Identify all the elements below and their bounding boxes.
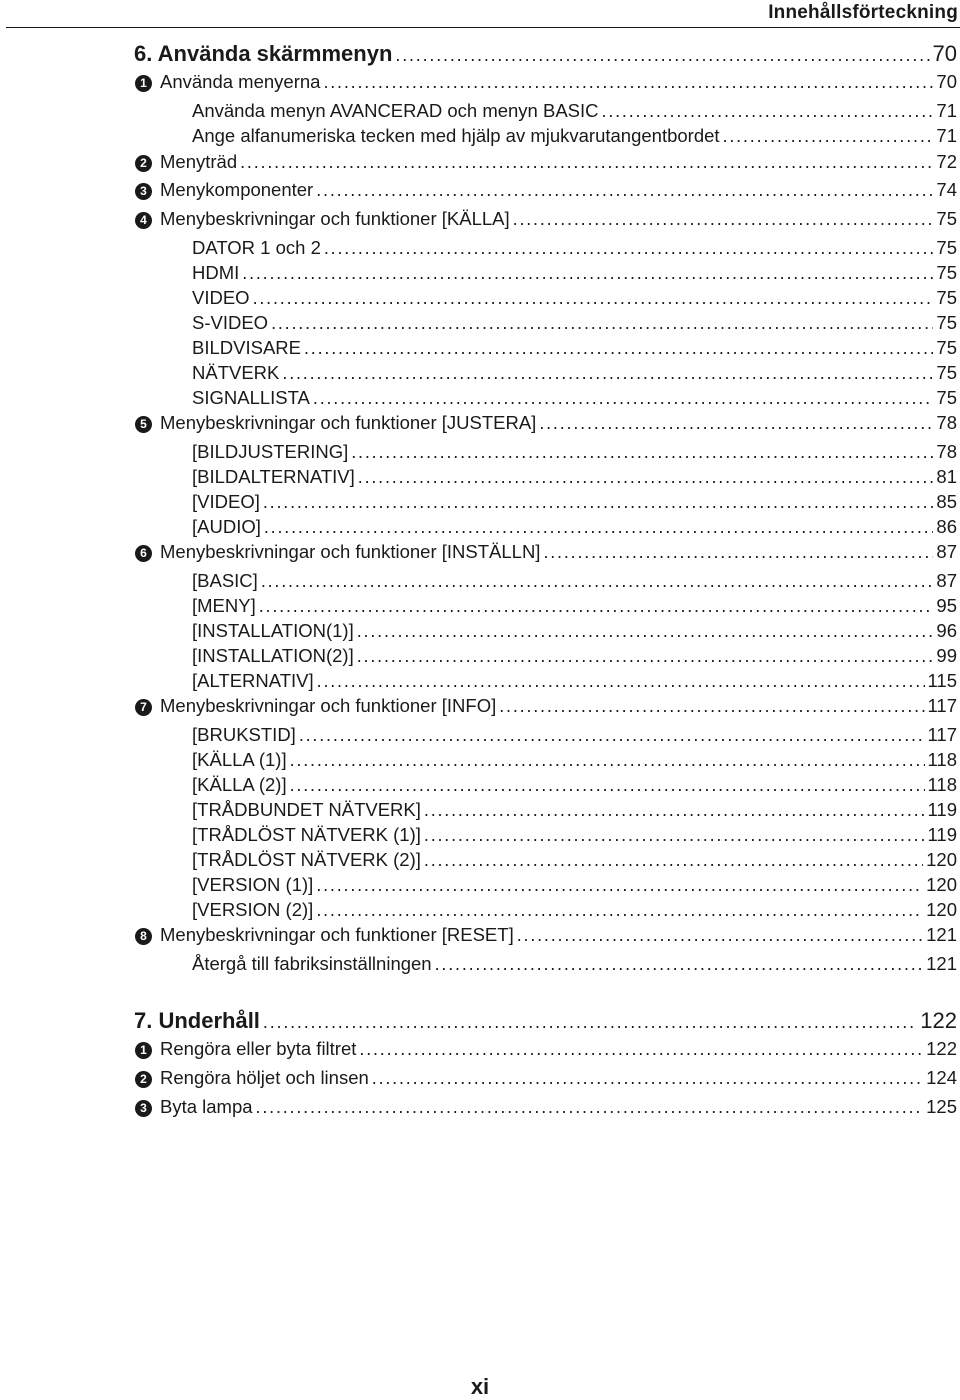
toc-dot-leader xyxy=(256,1095,924,1119)
toc-entry-page: 87 xyxy=(936,541,957,562)
toc-dot-leader xyxy=(316,873,923,897)
toc-entry[interactable] xyxy=(192,440,957,464)
toc-entry-page: 120 xyxy=(926,874,957,895)
toc-dot-leader xyxy=(424,848,923,872)
toc-entry[interactable] xyxy=(192,569,957,593)
toc-entry-page: 119 xyxy=(927,824,957,845)
toc-entry[interactable] xyxy=(192,515,957,539)
toc-entry[interactable] xyxy=(192,361,957,385)
toc-entry-label: S-VIDEO xyxy=(192,312,269,333)
toc-entry-label: HDMI xyxy=(192,262,240,283)
toc-entry-page: 121 xyxy=(926,953,957,974)
toc-entry[interactable] xyxy=(160,1095,957,1119)
toc-entry[interactable] xyxy=(134,1007,957,1036)
toc-entry-label: [TRÅDLÖST NÄTVERK (2)] xyxy=(192,849,421,870)
toc-entry-page: 75 xyxy=(936,387,957,408)
section-number-badge: 2 xyxy=(135,155,152,172)
toc-dot-leader xyxy=(290,773,925,797)
toc-entry-page: 81 xyxy=(936,466,957,487)
toc-entry-page: 95 xyxy=(936,595,957,616)
toc-entry-label: Menybeskrivningar och funktioner [JUSTERA] xyxy=(160,412,537,433)
toc-entry-label: [TRÅDLÖST NÄTVERK (1)] xyxy=(192,824,421,845)
toc-entry-page: 86 xyxy=(936,516,957,537)
toc-dot-leader xyxy=(264,515,934,539)
toc-entry-label: Menybeskrivningar och funktioner [RESET] xyxy=(160,924,514,945)
toc-dot-leader xyxy=(424,798,925,822)
toc-dot-leader xyxy=(543,540,933,564)
toc-entry-label: DATOR 1 och 2 xyxy=(192,237,321,258)
toc-entry-page: 99 xyxy=(936,645,957,666)
toc-entry-page: 71 xyxy=(936,100,957,121)
toc-entry-label: [AUDIO] xyxy=(192,516,261,537)
toc-entry-label: Använda menyerna xyxy=(160,71,321,92)
toc-entry-label: [BILDALTERNATIV] xyxy=(192,466,355,487)
toc-dot-leader xyxy=(357,619,934,643)
section-number-badge: 1 xyxy=(135,1042,152,1059)
toc-dot-leader xyxy=(253,286,934,310)
toc-dot-leader xyxy=(261,569,934,593)
toc-entry-page: 85 xyxy=(936,491,957,512)
toc-entry[interactable] xyxy=(192,748,957,772)
toc-entry[interactable] xyxy=(192,723,957,747)
toc-entry-page: 118 xyxy=(927,774,957,795)
toc-entry[interactable] xyxy=(192,490,957,514)
toc-dot-leader xyxy=(323,70,933,94)
toc-dot-leader xyxy=(372,1066,923,1090)
toc-entry[interactable] xyxy=(134,40,957,69)
page-header xyxy=(0,0,960,34)
toc-entry-label: Byta lampa xyxy=(160,1096,253,1117)
toc-dot-leader xyxy=(424,823,925,847)
toc-entry[interactable] xyxy=(192,594,957,618)
toc-entry-page: 117 xyxy=(927,695,957,716)
toc-entry-page: 75 xyxy=(936,237,957,258)
toc-entry[interactable] xyxy=(160,1066,957,1090)
toc-dot-leader xyxy=(357,644,934,668)
toc-entry-label: VIDEO xyxy=(192,287,250,308)
toc-entry[interactable] xyxy=(160,1037,957,1061)
toc-entry[interactable] xyxy=(192,773,957,797)
toc-entry-label: [BILDJUSTERING] xyxy=(192,441,349,462)
toc-entry-label: Rengöra höljet och linsen xyxy=(160,1067,369,1088)
toc-dot-leader xyxy=(539,411,933,435)
toc-entry[interactable] xyxy=(192,823,957,847)
toc-entry[interactable] xyxy=(160,540,957,564)
toc-entry-page: 120 xyxy=(926,899,957,920)
toc-entry-page: 78 xyxy=(936,441,957,462)
toc-entry[interactable] xyxy=(192,124,957,148)
toc-dot-leader xyxy=(395,41,929,69)
toc-entry-page: 125 xyxy=(926,1096,957,1117)
section-number-badge: 7 xyxy=(135,699,152,716)
toc-dot-leader xyxy=(358,465,934,489)
toc-dot-leader xyxy=(351,440,933,464)
page-number: xi xyxy=(470,1374,490,1399)
toc-entry[interactable] xyxy=(192,336,957,360)
section-number-badge: 3 xyxy=(135,183,152,200)
toc-entry-page: 75 xyxy=(936,262,957,283)
toc-entry[interactable] xyxy=(192,669,957,693)
section-number-badge: 5 xyxy=(135,416,152,433)
toc-entry-label: [KÄLLA (2)] xyxy=(192,774,287,795)
toc-dot-leader xyxy=(316,898,923,922)
toc-entry-label: Ange alfanumeriska tecken med hjälp av mjukvarutangentbordet xyxy=(192,125,720,146)
toc-entry-label: [BASIC] xyxy=(192,570,258,591)
toc-entry-page: 122 xyxy=(926,1038,957,1059)
toc-entry-label: Rengöra eller byta filtret xyxy=(160,1038,357,1059)
section-number-badge: 1 xyxy=(135,75,152,92)
toc-entry-page: 120 xyxy=(926,849,957,870)
toc-entry-label: 7. Underhåll xyxy=(134,1008,260,1033)
toc-entry-page: 75 xyxy=(936,337,957,358)
toc-entry[interactable] xyxy=(192,311,957,335)
toc-entry-page: 119 xyxy=(927,799,957,820)
toc-dot-leader xyxy=(240,150,933,174)
toc-entry-label: [MENY] xyxy=(192,595,256,616)
header-rule xyxy=(6,27,960,28)
toc-entry[interactable] xyxy=(192,261,957,285)
toc-dot-leader xyxy=(271,311,933,335)
toc-entry-label: [TRÅDBUNDET NÄTVERK] xyxy=(192,799,421,820)
toc-entry-label: [INSTALLATION(1)] xyxy=(192,620,354,641)
toc-entry-page: 74 xyxy=(936,179,957,200)
toc-dot-leader xyxy=(242,261,933,285)
toc-entry[interactable] xyxy=(160,70,957,94)
toc-entry[interactable] xyxy=(160,923,957,947)
toc-dot-leader xyxy=(602,99,934,123)
section-number-badge: 8 xyxy=(135,928,152,945)
toc-entry-page: 78 xyxy=(936,412,957,433)
toc-entry-label: SIGNALLISTA xyxy=(192,387,310,408)
toc-entry[interactable] xyxy=(160,207,957,231)
toc-entry-page: 96 xyxy=(936,620,957,641)
toc-dot-leader xyxy=(499,694,924,718)
toc-entry-page: 121 xyxy=(926,924,957,945)
toc-dot-leader xyxy=(723,124,934,148)
toc-entry[interactable] xyxy=(192,848,957,872)
toc-entry-label: [VERSION (2)] xyxy=(192,899,314,920)
toc-entry-label: 6. Använda skärmmenyn xyxy=(134,41,393,66)
toc-dot-leader xyxy=(263,1008,917,1036)
toc-entry[interactable] xyxy=(192,898,957,922)
toc-entry[interactable] xyxy=(192,99,957,123)
toc-entry-page: 71 xyxy=(936,125,957,146)
toc-dot-leader xyxy=(435,952,924,976)
toc-entry-label: [VIDEO] xyxy=(192,491,260,512)
section-number-badge: 3 xyxy=(135,1100,152,1117)
toc-entry[interactable] xyxy=(192,465,957,489)
section-number-badge: 6 xyxy=(135,545,152,562)
toc-entry-label: Menybeskrivningar och funktioner [INSTÄLLN] xyxy=(160,541,541,562)
toc-entry-label: [VERSION (1)] xyxy=(192,874,314,895)
toc-entry-label: Menykomponenter xyxy=(160,179,314,200)
toc-entry-page: 122 xyxy=(920,1008,957,1033)
toc-entry[interactable] xyxy=(160,411,957,435)
toc-dot-leader xyxy=(317,669,925,693)
header-title: Innehållsförteckning xyxy=(768,2,958,23)
toc-entry-page: 87 xyxy=(936,570,957,591)
toc-dot-leader xyxy=(517,923,923,947)
toc-dot-leader xyxy=(316,178,933,202)
toc-dot-leader xyxy=(324,236,934,260)
toc-entry-label: Återgå till fabriksinställningen xyxy=(192,953,432,974)
toc-entry[interactable] xyxy=(192,286,957,310)
toc-entry-page: 75 xyxy=(936,287,957,308)
toc-entry-page: 124 xyxy=(926,1067,957,1088)
toc-entry[interactable] xyxy=(192,619,957,643)
toc-entry-page: 118 xyxy=(927,749,957,770)
toc-entry-page: 70 xyxy=(936,71,957,92)
toc-entry-page: 72 xyxy=(936,151,957,172)
toc-dot-leader xyxy=(299,723,925,747)
toc-entry[interactable] xyxy=(160,178,957,202)
toc-entry-label: NÄTVERK xyxy=(192,362,280,383)
section-number-badge: 4 xyxy=(135,212,152,229)
toc-entry[interactable] xyxy=(192,644,957,668)
toc-entry-page: 70 xyxy=(932,41,957,66)
toc-entry-page: 115 xyxy=(927,670,957,691)
toc-entry[interactable] xyxy=(192,386,957,410)
toc-entry-label: Menybeskrivningar och funktioner [INFO] xyxy=(160,695,497,716)
toc-dot-leader xyxy=(290,748,925,772)
toc-entry-label: BILDVISARE xyxy=(192,337,301,358)
toc-entry-page: 75 xyxy=(936,312,957,333)
toc-dot-leader xyxy=(282,361,933,385)
toc-entry-page: 117 xyxy=(927,724,957,745)
toc-dot-leader xyxy=(313,386,934,410)
toc-dot-leader xyxy=(304,336,933,360)
toc-entry-page: 75 xyxy=(936,208,957,229)
toc-entry[interactable] xyxy=(160,150,957,174)
toc-entry-label: Menyträd xyxy=(160,151,238,172)
toc-entry-label: Menybeskrivningar och funktioner [KÄLLA] xyxy=(160,208,510,229)
toc-entry-label: [ALTERNATIV] xyxy=(192,670,314,691)
toc-entry-label: [INSTALLATION(2)] xyxy=(192,645,354,666)
toc-dot-leader xyxy=(259,594,934,618)
toc-entry-page: 75 xyxy=(936,362,957,383)
toc-entry[interactable] xyxy=(192,798,957,822)
section-number-badge: 2 xyxy=(135,1071,152,1088)
toc-entry[interactable] xyxy=(160,694,957,718)
toc-entry-label: [KÄLLA (1)] xyxy=(192,749,287,770)
toc-entry[interactable] xyxy=(192,952,957,976)
toc-dot-leader xyxy=(263,490,934,514)
toc-dot-leader xyxy=(513,207,934,231)
toc-entry[interactable] xyxy=(192,236,957,260)
toc-entry-label: Använda menyn AVANCERAD och menyn BASIC xyxy=(192,100,599,121)
toc-entry[interactable] xyxy=(192,873,957,897)
toc-entry-label: [BRUKSTID] xyxy=(192,724,296,745)
toc-dot-leader xyxy=(359,1037,923,1061)
